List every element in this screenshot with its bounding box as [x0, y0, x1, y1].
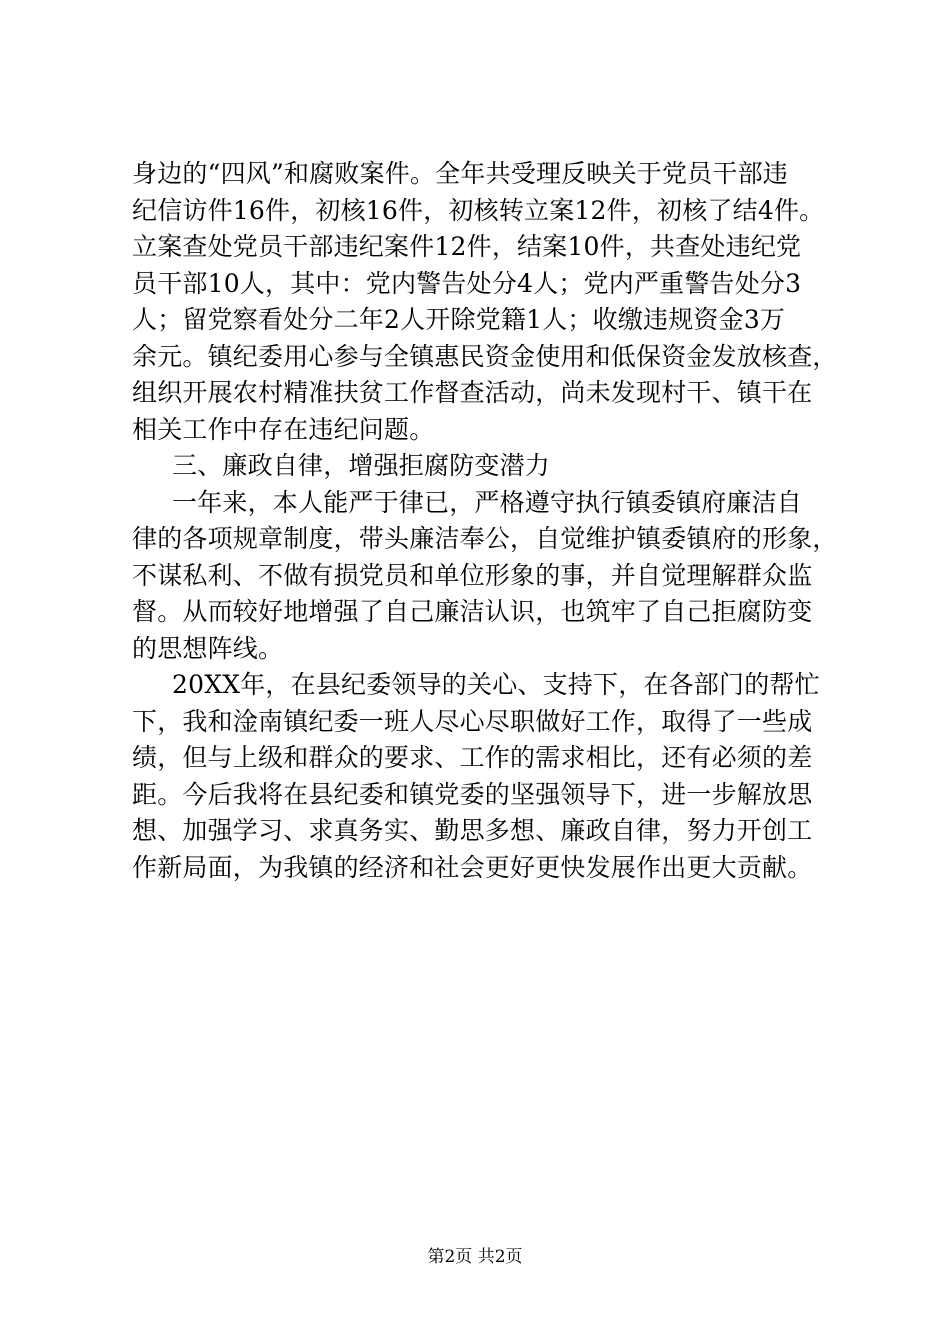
document-body — [132, 156, 838, 886]
body-line: 不谋私利、不做有损党员和单位形象的事，并自觉理解群众监 — [132, 560, 813, 590]
body-line: 组织开展农村精准扶贫工作督查活动，尚未发现村干、镇干在 — [132, 378, 813, 407]
body-line: 距。今后我将在县纪委和镇党委的坚强领导下，进一步解放思 — [132, 779, 813, 809]
body-line: 想、加强学习、求真务实、勤思多想、廉政自律，努力开创工 — [132, 816, 813, 845]
body-line: 作新局面，为我镇的经济和社会更好更快发展作出更大贡献。 — [132, 852, 813, 882]
body-line: 人；留党察看处分二年2人开除党籍1人；收缴违规资金3万 — [132, 305, 786, 334]
body-line: 相关工作中存在违纪问题。 — [132, 414, 435, 444]
body-line: 绩，但与上级和群众的要求、工作的需求相比，还有必须的差 — [132, 743, 813, 772]
section-heading: 三、廉政自律，增强拒腐防变潜力 — [172, 451, 551, 480]
body-line: 督。从而较好地增强了自己廉洁认识，也筑牢了自己拒腐防变 — [132, 597, 813, 626]
body-line: 员干部10人，其中：党内警告处分4人；党内严重警告处分3 — [132, 268, 802, 298]
body-line: 纪信访件16件，初核16件，初核转立案12件，初核了结4件。 — [132, 195, 825, 225]
body-line: 一年来，本人能严于律已，严格遵守执行镇委镇府廉洁自 — [172, 487, 803, 517]
body-line: 20XX年，在县纪委领导的关心、支持下，在各部门的帮忙 — [172, 670, 820, 699]
body-line: 身边的“四风”和腐败案件。全年共受理反映关于党员干部违 — [132, 159, 788, 188]
body-line: 下，我和淦南镇纪委一班人尽心尽职做好工作，取得了一些成 — [132, 706, 813, 736]
page-number-footer: 第2页 共2页 — [427, 1247, 523, 1267]
body-line: 的思想阵线。 — [132, 633, 284, 663]
body-line: 律的各项规章制度，带头廉洁奉公，自觉维护镇委镇府的形象， — [132, 524, 838, 553]
body-line: 立案查处党员干部违纪案件12件，结案10件，共查处违纪党 — [132, 232, 802, 261]
body-line: 余元。镇纪委用心参与全镇惠民资金使用和低保资金发放核查， — [132, 341, 838, 371]
